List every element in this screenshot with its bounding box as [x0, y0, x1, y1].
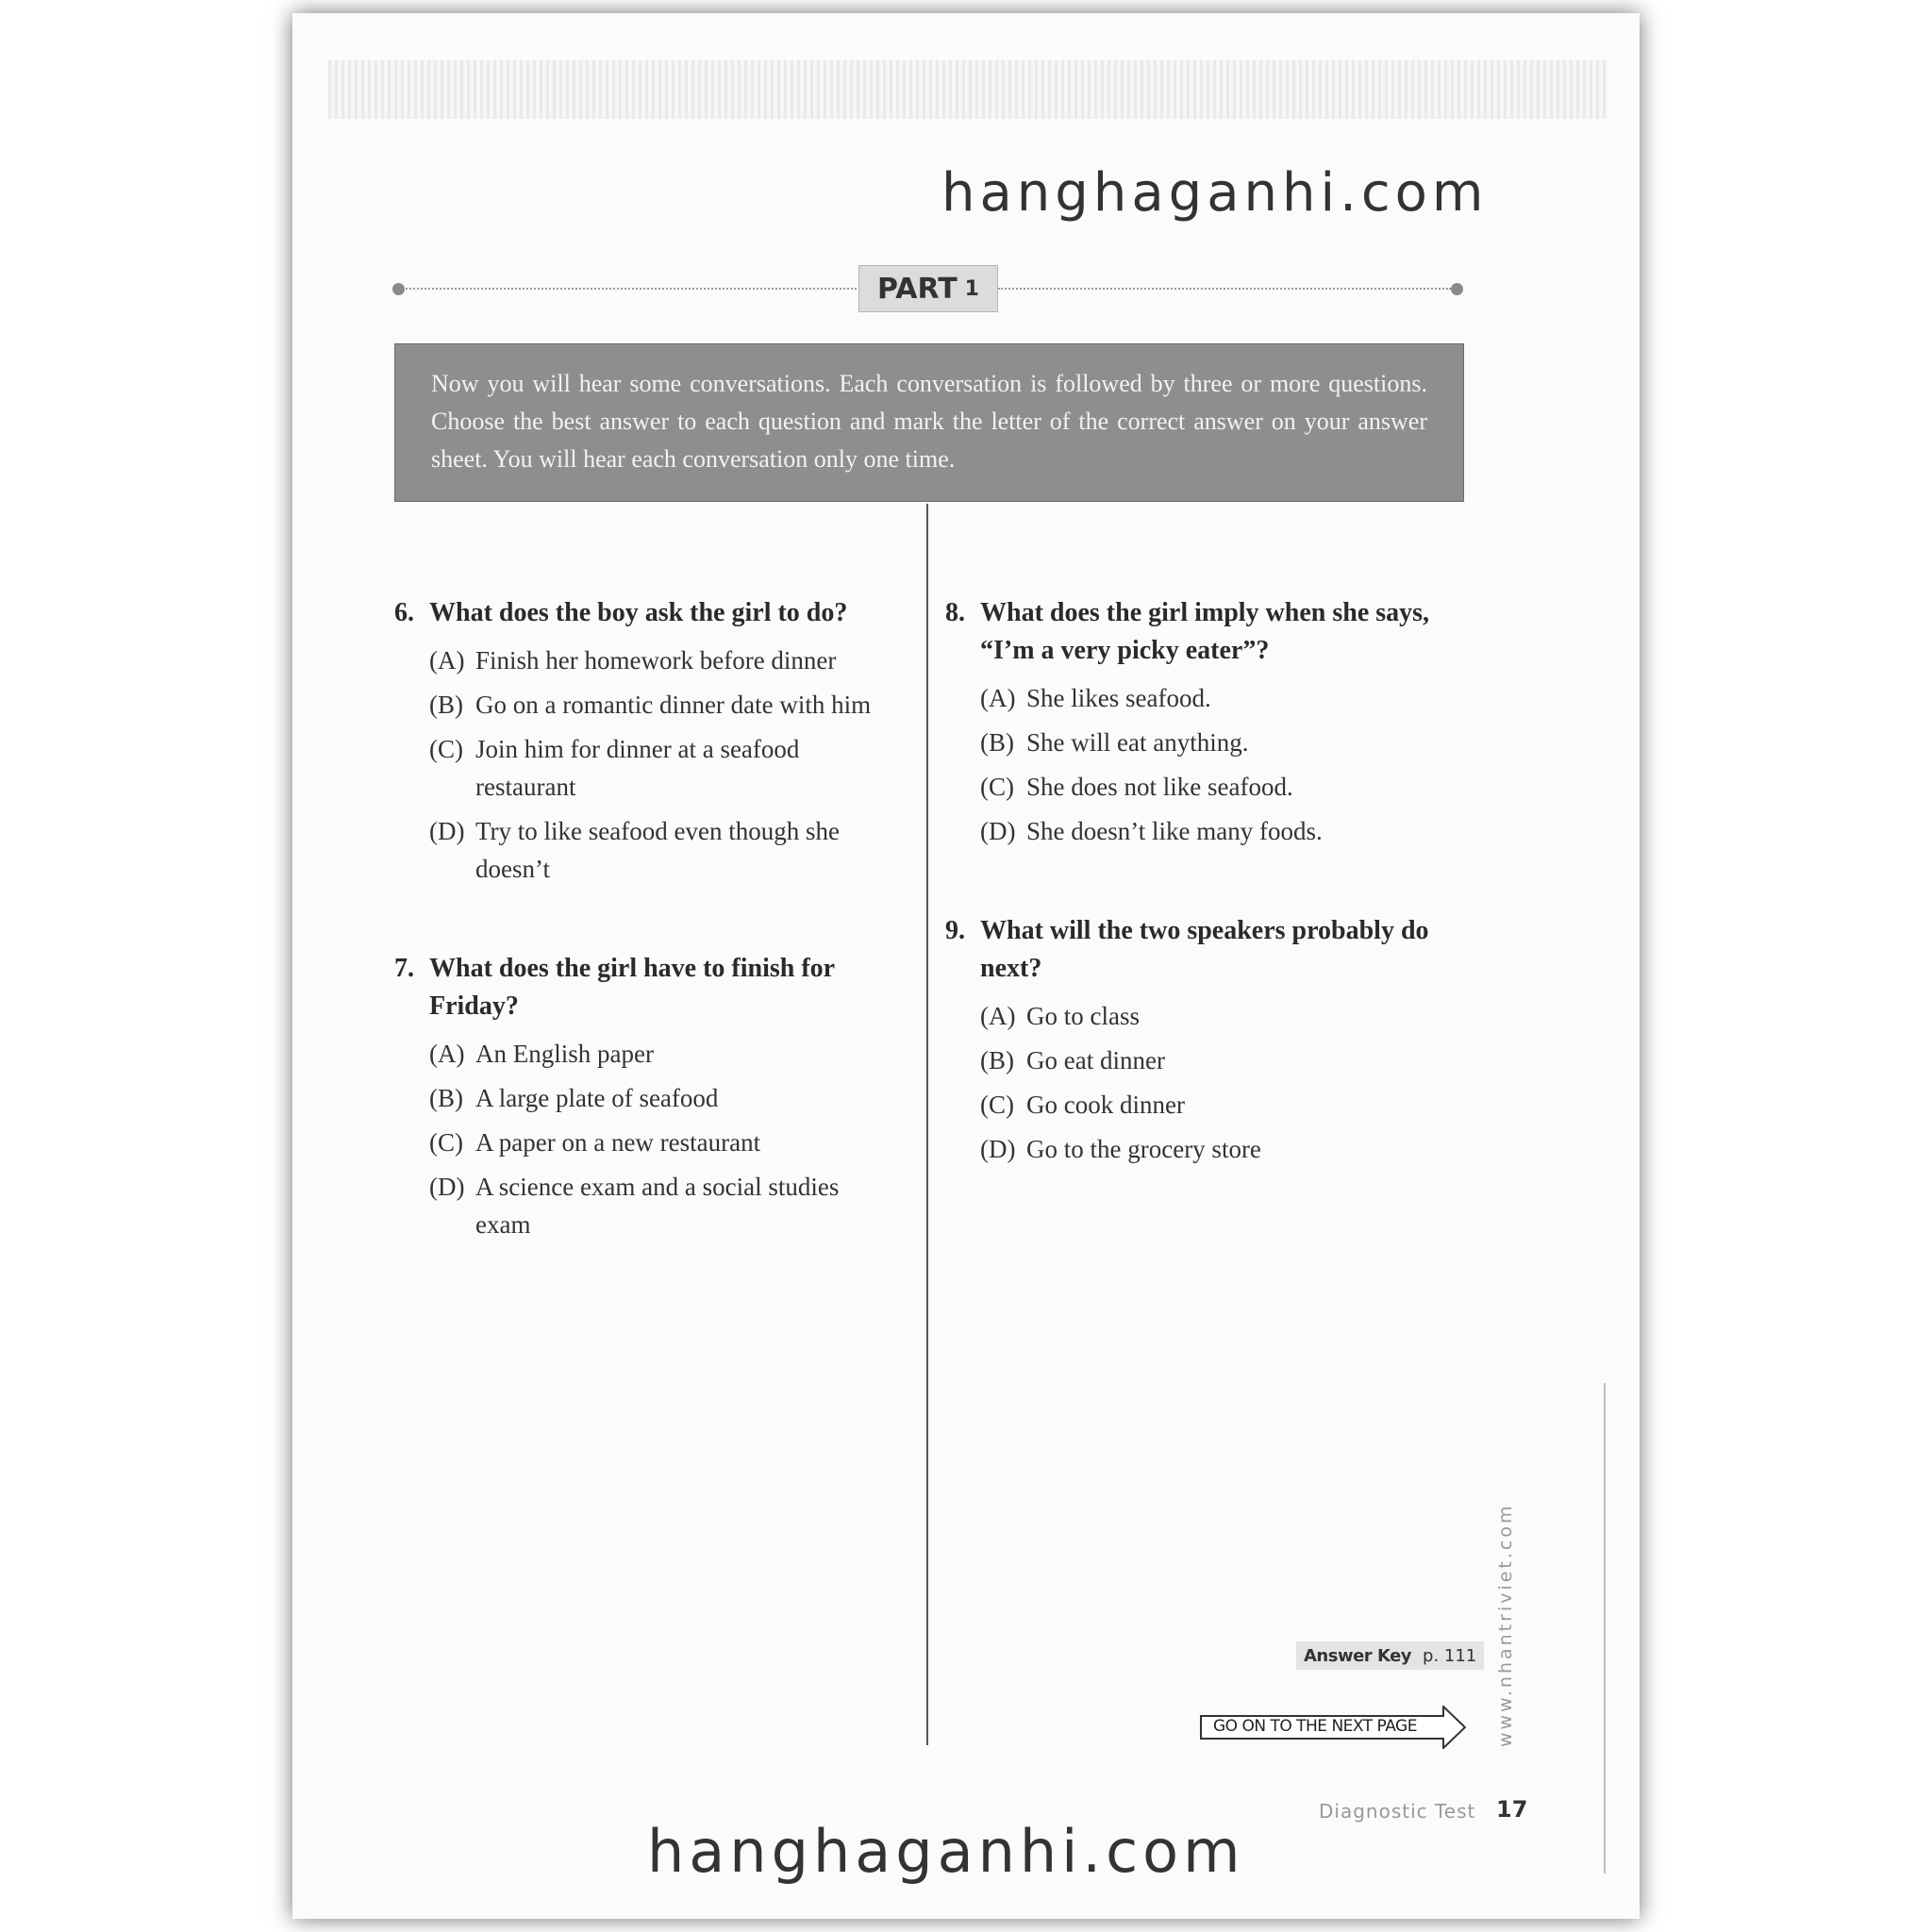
footer-title: Diagnostic Test: [1319, 1800, 1476, 1823]
option-letter: (B): [980, 1046, 1014, 1074]
right-column: [945, 594, 1436, 1230]
option-letter: (A): [980, 684, 1016, 712]
option-text: A large plate of seafood: [475, 1084, 719, 1112]
answer-option: [980, 679, 1436, 717]
answer-key-text: Answer Key: [1304, 1645, 1412, 1666]
part-label: PART: [877, 272, 958, 306]
option-letter: (B): [429, 1084, 463, 1112]
option-letter: (D): [980, 817, 1016, 845]
option-text: She doesn’t like many foods.: [1026, 817, 1323, 845]
instructions-box: Now you will hear some conversations. Each conversation is followed by three or more questions. Choose the best answer to each question and mark the letter of the correct answer on your answer sheet. You will hear each conversation only one time.: [394, 343, 1464, 502]
answer-option: [980, 812, 1436, 850]
answer-option: [429, 686, 885, 724]
question-6: [394, 594, 885, 888]
watermark-bottom: hanghaganhi.com: [647, 1817, 1245, 1886]
option-text: Finish her homework before dinner: [475, 646, 837, 675]
answer-option: [429, 1168, 885, 1243]
answer-key-label: [1296, 1641, 1484, 1670]
side-url-text: www.nhantriviet.com: [1495, 1503, 1516, 1747]
option-letter: (D): [980, 1135, 1016, 1163]
option-letter: (C): [980, 1091, 1014, 1119]
answer-option: [429, 1079, 885, 1117]
part-heading: [858, 265, 998, 312]
answer-option: [980, 768, 1436, 806]
option-letter: (D): [429, 1173, 465, 1201]
option-text: She will eat anything.: [1026, 728, 1249, 757]
page-number: 17: [1496, 1796, 1528, 1823]
question-text: What will the two speakers probably do next?: [980, 916, 1429, 983]
option-text: Go to class: [1026, 1002, 1140, 1030]
margin-rule: [1604, 1383, 1606, 1874]
option-letter: (C): [980, 773, 1014, 801]
question-text: What does the boy ask the girl to do?: [429, 598, 848, 627]
question-number: 7.: [394, 954, 414, 983]
option-letter: (D): [429, 817, 465, 845]
option-text: Go cook dinner: [1026, 1091, 1185, 1119]
part-number: 1: [964, 276, 979, 301]
answer-option: [980, 997, 1436, 1035]
option-letter: (C): [429, 1128, 463, 1157]
next-page-arrow: [1200, 1706, 1466, 1749]
answer-option: [980, 1130, 1436, 1168]
rule-right-dot: [1451, 283, 1463, 295]
next-page-text: GO ON TO THE NEXT PAGE: [1213, 1717, 1417, 1736]
option-letter: (A): [429, 646, 465, 675]
option-letter: (A): [429, 1040, 465, 1068]
answer-option: [429, 812, 885, 888]
answer-option: [980, 1041, 1436, 1079]
answer-option: [429, 1035, 885, 1073]
question-7: [394, 950, 885, 1243]
rule-left-line: [406, 288, 857, 290]
option-text: A science exam and a social studies exam: [475, 1173, 840, 1239]
question-text: What does the girl imply when she says, “I’m a very picky eater”?: [980, 598, 1430, 665]
answer-option: [429, 1124, 885, 1161]
option-text: An English paper: [475, 1040, 654, 1068]
rule-right-line: [998, 288, 1451, 290]
option-text: Join him for dinner at a seafood restaurant: [475, 735, 800, 801]
option-text: Try to like seafood even though she doesn’t: [475, 817, 840, 883]
option-text: Go to the grocery store: [1026, 1135, 1261, 1163]
answer-option: [980, 1086, 1436, 1124]
answer-key-page: p. 111: [1423, 1645, 1477, 1666]
option-letter: (A): [980, 1002, 1016, 1030]
answer-option: [429, 730, 885, 806]
option-letter: (B): [980, 728, 1014, 757]
question-number: 6.: [394, 598, 414, 627]
rule-left-dot: [392, 283, 405, 295]
top-texture-strip: [328, 60, 1607, 119]
option-text: She does not like seafood.: [1026, 773, 1293, 801]
option-text: A paper on a new restaurant: [475, 1128, 761, 1157]
option-text: Go eat dinner: [1026, 1046, 1165, 1074]
question-number: 8.: [945, 598, 965, 627]
question-9: [945, 912, 1436, 1168]
option-text: Go on a romantic dinner date with him: [475, 691, 872, 719]
answer-option: [980, 724, 1436, 761]
question-text: What does the girl have to finish for Friday?: [429, 954, 835, 1021]
question-8: [945, 594, 1436, 850]
answer-option: [429, 641, 885, 679]
left-column: [394, 594, 885, 1306]
column-divider: [926, 504, 928, 1745]
option-letter: (B): [429, 691, 463, 719]
option-letter: (C): [429, 735, 463, 763]
question-number: 9.: [945, 916, 965, 945]
watermark-top: hanghaganhi.com: [941, 162, 1489, 224]
option-text: She likes seafood.: [1026, 684, 1211, 712]
